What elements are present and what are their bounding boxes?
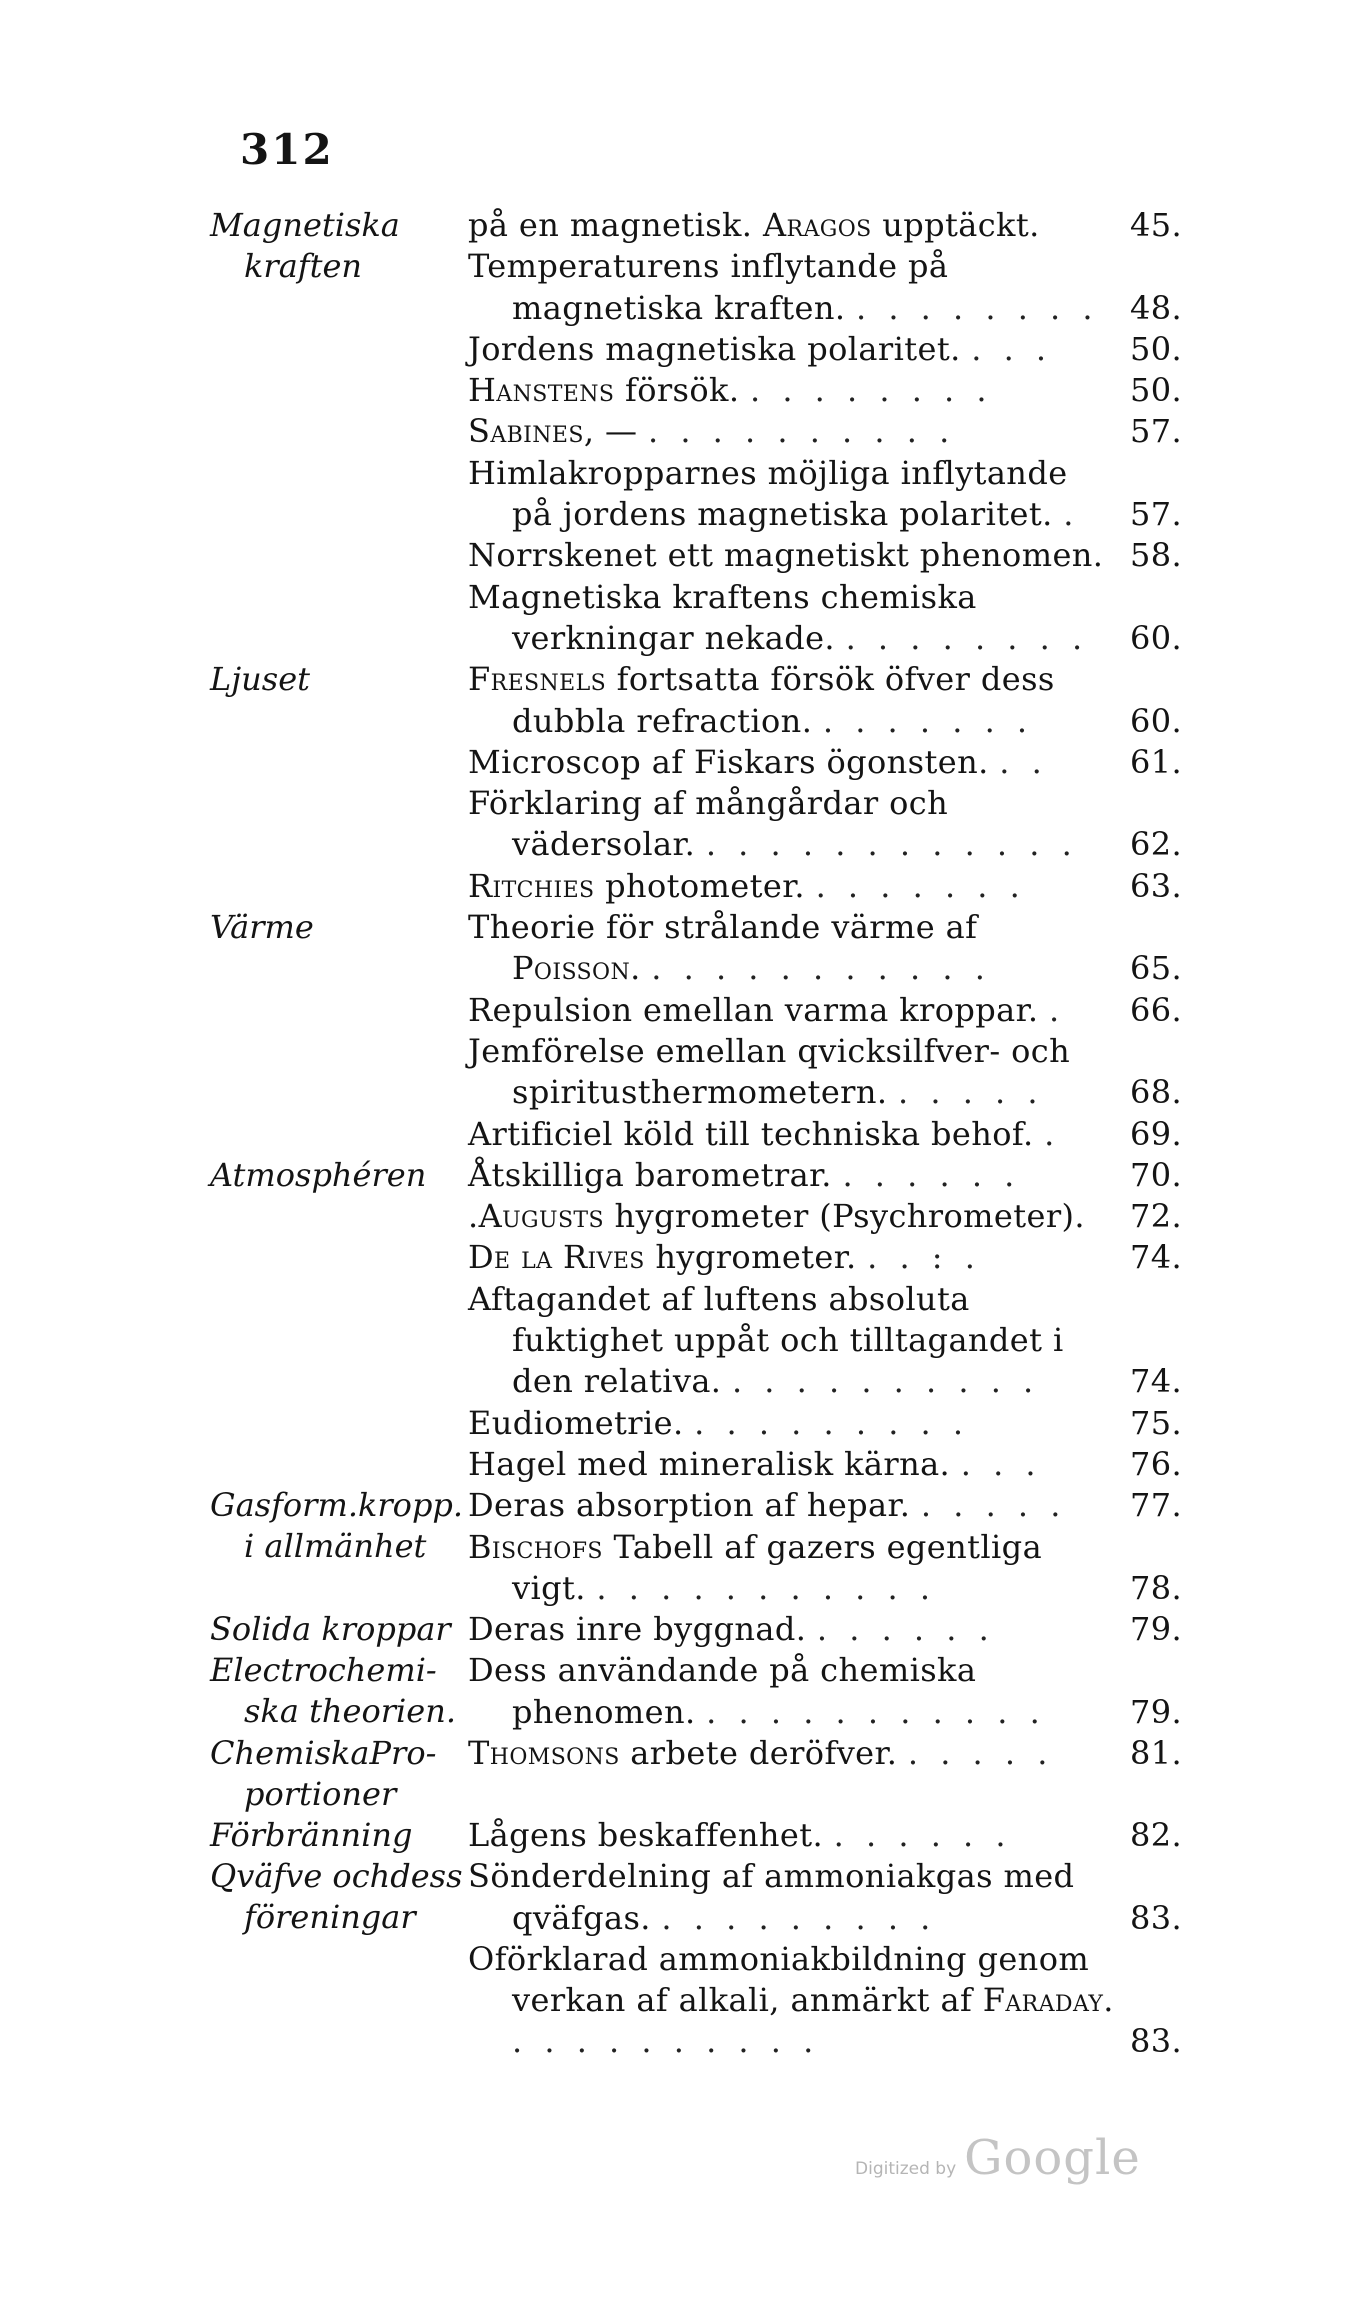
entry-text-block [468,990,1114,1031]
entry-text-block [468,411,1114,452]
margin-heading-line: Atmosphéren [210,1155,427,1194]
toc-entry [468,742,1210,783]
page-reference: 60. [1130,701,1183,740]
entry-text: Temperaturens inflytande på magnetiska kraften. [468,247,949,327]
toc-entry [468,1609,1210,1650]
entry-list [468,1815,1210,1856]
entry-text-block [468,1939,1114,2063]
toc-section [210,1815,1210,1856]
margin-heading [210,1609,468,1650]
page-reference: 77. [1130,1486,1183,1525]
dot-leader: . . . . . . . . [749,371,993,410]
margin-heading-line: Qväfve ochdess [210,1857,463,1896]
entry-text: .Augusts hygrometer (Psychrometer). [468,1197,1086,1236]
margin-heading-line: Gasform.kropp. [210,1486,464,1525]
entry-text-block [468,1237,1114,1278]
entry-text-block [468,907,1114,990]
entry-text-block [468,453,1114,536]
dot-leader: . . [999,742,1048,781]
dot-leader: . . . . . . [816,1610,995,1649]
entry-list [468,1856,1210,2062]
toc-entry [468,370,1210,411]
page-reference: 65. [1130,949,1183,988]
toc-entry [468,1444,1210,1485]
dot-leader: . . . . . . . [815,866,1026,905]
page-reference: 57. [1130,412,1183,451]
table-of-contents [210,205,1210,2063]
entry-text-block [468,1527,1114,1610]
toc-section [210,1485,1210,1609]
toc-entry [468,1196,1210,1237]
margin-heading-line: Förbränning [210,1815,413,1854]
entry-text-block [468,1485,1114,1526]
page-reference: 66. [1130,990,1183,1029]
page-reference: 61. [1130,742,1183,781]
dot-leader: . . . . . [920,1486,1067,1525]
entry-text: Jemförelse emellan qvicksilfver- och spiritusthermometern. [468,1031,1071,1112]
margin-heading-line: Solida kroppar [210,1610,451,1649]
entry-text: Thomsons arbete deröfver. [468,1733,898,1772]
toc-section [210,1155,1210,1485]
margin-heading-line: Ljuset [210,660,310,699]
watermark-prefix: Digitized by [855,2159,957,2179]
dot-leader: . . . . . . . [822,701,1034,740]
margin-heading-line: Magnetiska [210,206,400,244]
entry-text: Himlakropparnes möjliga inflytande på jordens magnetiska polaritet. [468,453,1068,534]
page-reference: 57. [1130,495,1183,534]
page-reference: 82. [1130,1815,1183,1854]
entry-list [468,1485,1210,1609]
toc-section [210,205,1210,659]
toc-entry [468,535,1210,576]
toc-entry [468,1527,1210,1610]
entry-text-block [468,1733,1114,1774]
page-reference: 58. [1130,536,1183,575]
toc-entry [468,205,1210,246]
margin-heading-line: ska theorien. [244,1692,456,1731]
page-reference: 74. [1130,1362,1183,1401]
page-reference: 83. [1130,1898,1183,1937]
entry-text-block [468,1403,1114,1444]
google-logo: Google [964,2130,1141,2186]
margin-heading-line: kraften [244,247,363,285]
entry-text: Jordens magnetiska polaritet. [468,329,961,368]
page-reference: 45. [1130,206,1183,244]
digitized-watermark [855,2130,1141,2186]
entry-text-block [468,1444,1114,1485]
entry-text: Artificiel köld till techniska behof. [468,1114,1034,1153]
toc-entry [468,329,1210,370]
entry-text-block [468,329,1114,370]
page-reference: 78. [1130,1568,1183,1607]
entry-text-block [468,1031,1114,1114]
toc-section [210,1650,1210,1733]
toc-entry [468,1279,1210,1403]
entry-text-block [468,1114,1114,1155]
entry-text: Förklaring af mångårdar och vädersolar. [468,784,949,864]
entry-text: Hagel med mineralisk kärna. [468,1444,951,1483]
page-reference: 72. [1130,1197,1183,1236]
page-reference: 81. [1130,1733,1183,1772]
page-reference: 60. [1130,618,1183,657]
dot-leader: . . . . . . . . . [694,1403,970,1442]
entry-text-block [468,577,1114,660]
entry-list [468,659,1210,907]
entry-text: Deras inre byggnad. [468,1610,807,1649]
entry-text-block [468,1815,1114,1856]
page-reference: 68. [1130,1073,1183,1112]
entry-text: Aftagandet af luftens absoluta fuktighet uppåt och tilltagandet i den relativa. [468,1279,1064,1401]
margin-heading-line: Electrochemi- [210,1651,437,1690]
entry-text: Sabines, — [468,412,638,451]
page-reference: 50. [1130,329,1183,368]
margin-heading-line: Värme [210,908,314,947]
margin-heading [210,205,468,659]
margin-heading-line: ChemiskaPro- [210,1733,437,1772]
entry-text-block [468,535,1114,576]
entry-text-block [468,1155,1114,1196]
margin-heading [210,1155,468,1485]
dot-leader: . . . . . . . . [855,288,1099,327]
entry-list [468,1155,1210,1485]
entry-text-block [468,742,1114,783]
dot-leader: . . . . . . . . . . [512,2022,820,2061]
toc-entry [468,866,1210,907]
entry-text: Repulsion emellan varma kroppar. [468,990,1039,1029]
entry-text: Dess användande på chemiska phenomen. [468,1651,977,1731]
toc-entry [468,1733,1210,1774]
entry-text-block [468,866,1114,907]
dot-leader: . [1049,990,1066,1029]
page-reference: 69. [1130,1114,1183,1153]
entry-text: Sönderdelning af ammoniakgas med qväfgas. [468,1857,1075,1937]
margin-heading [210,1485,468,1609]
toc-entry [468,1031,1210,1114]
entry-list [468,1609,1210,1650]
toc-entry [468,1939,1210,2063]
margin-heading [210,907,468,1155]
toc-section [210,1856,1210,2062]
page-reference: 70. [1130,1155,1183,1194]
page-reference: 75. [1130,1403,1183,1442]
entry-text: på en magnetisk. Aragos upptäckt. [468,206,1040,244]
dot-leader: . . . . . . . . . [661,1898,937,1937]
page-reference: 83. [1130,2022,1183,2061]
entry-text-block [468,783,1114,866]
page-reference: 48. [1130,288,1183,327]
dot-leader: . . . . . . . . . . . [651,949,991,988]
entry-text-block [468,205,1114,246]
entry-text: Åtskilliga barometrar. [468,1155,832,1194]
toc-entry [468,990,1210,1031]
entry-text: Eudiometrie. [468,1403,684,1442]
toc-entry [468,1485,1210,1526]
entry-text: Oförklarad ammoniakbildning genom verkan af alkali, anmärkt af Faraday. [468,1939,1114,2020]
page-reference: 63. [1130,866,1183,905]
entry-text: Deras absorption af hepar. [468,1486,911,1525]
dot-leader: . . . . . . [833,1815,1012,1854]
toc-entry [468,659,1210,742]
toc-entry [468,1650,1210,1733]
entry-list [468,1650,1210,1733]
entry-text: Theorie för strålande värme af Poisson. [468,908,978,988]
entry-text-block [468,370,1114,411]
toc-entry [468,411,1210,452]
toc-entry [468,246,1210,329]
entry-text-block [468,1650,1114,1733]
entry-text: Magnetiska kraftens chemiska verkningar nekade. [468,577,977,657]
margin-heading [210,659,468,907]
page-reference: 76. [1130,1444,1183,1483]
toc-entry [468,783,1210,866]
entry-text: Microscop af Fiskars ögonsten. [468,742,989,781]
entry-text: Fresnels fortsatta försök öfver dess dubbla refraction. [468,660,1055,740]
entry-list [468,907,1210,1155]
entry-text-block [468,1609,1114,1650]
page-reference: 50. [1130,371,1183,410]
toc-entry [468,1155,1210,1196]
toc-entry [468,1114,1210,1155]
dot-leader: . . : . [867,1238,981,1277]
dot-leader: . . . . . [898,1073,1044,1112]
entry-text: Bischofs Tabell af gazers egentliga vigt. [468,1527,1043,1607]
dot-leader: . . . . . [907,1733,1054,1772]
entry-text-block [468,659,1114,742]
dot-leader: . . . . . . . . . . [647,412,956,451]
entry-text: De la Rives hygrometer. [468,1238,857,1277]
margin-heading-line: portioner [244,1774,397,1813]
dot-leader: . . . . . . . . [845,618,1089,657]
page-number: 312 [240,125,334,174]
dot-leader: . . . . . . . . . . [731,1362,1040,1401]
toc-section [210,659,1210,907]
toc-section [210,1733,1210,1815]
entry-text: Lågens beskaffenhet. [468,1815,824,1854]
entry-text-block [468,1196,1114,1237]
dot-leader: . [1063,495,1080,534]
toc-entry [468,577,1210,660]
entry-list [468,1733,1210,1815]
toc-entry [468,1856,1210,1939]
toc-entry [468,1403,1210,1444]
entry-text: Norrskenet ett magnetiskt phenomen. [468,536,1104,575]
dot-leader: . . . . . . . . . . . [596,1568,937,1607]
toc-entry [468,1237,1210,1278]
entry-text-block [468,246,1114,329]
entry-list [468,205,1210,659]
dot-leader: . . . . . . . . . . . [706,1692,1046,1731]
dot-leader: . . . . . . [842,1155,1021,1194]
margin-heading [210,1856,468,2062]
toc-entry [468,1815,1210,1856]
entry-text: Hanstens försök. [468,371,740,410]
dot-leader: . . . [971,329,1053,368]
page-reference: 74. [1130,1238,1183,1277]
entry-text-block [468,1279,1114,1403]
toc-section [210,907,1210,1155]
margin-heading-line: föreningar [244,1898,416,1937]
toc-entry [468,907,1210,990]
entry-text: Ritchies photometer. [468,866,805,905]
toc-entry [468,453,1210,536]
margin-heading [210,1815,468,1856]
margin-heading [210,1733,468,1815]
margin-heading-line: i allmänhet [244,1527,427,1566]
margin-heading [210,1650,468,1733]
page-reference: 79. [1130,1610,1183,1649]
dot-leader: . . . . . . . . . . . . [705,825,1078,864]
page-reference: 79. [1130,1692,1183,1731]
dot-leader: . [1044,1114,1061,1153]
dot-leader: . . . [960,1444,1042,1483]
toc-section [210,1609,1210,1650]
page-reference: 62. [1130,825,1183,864]
entry-text-block [468,1856,1114,1939]
